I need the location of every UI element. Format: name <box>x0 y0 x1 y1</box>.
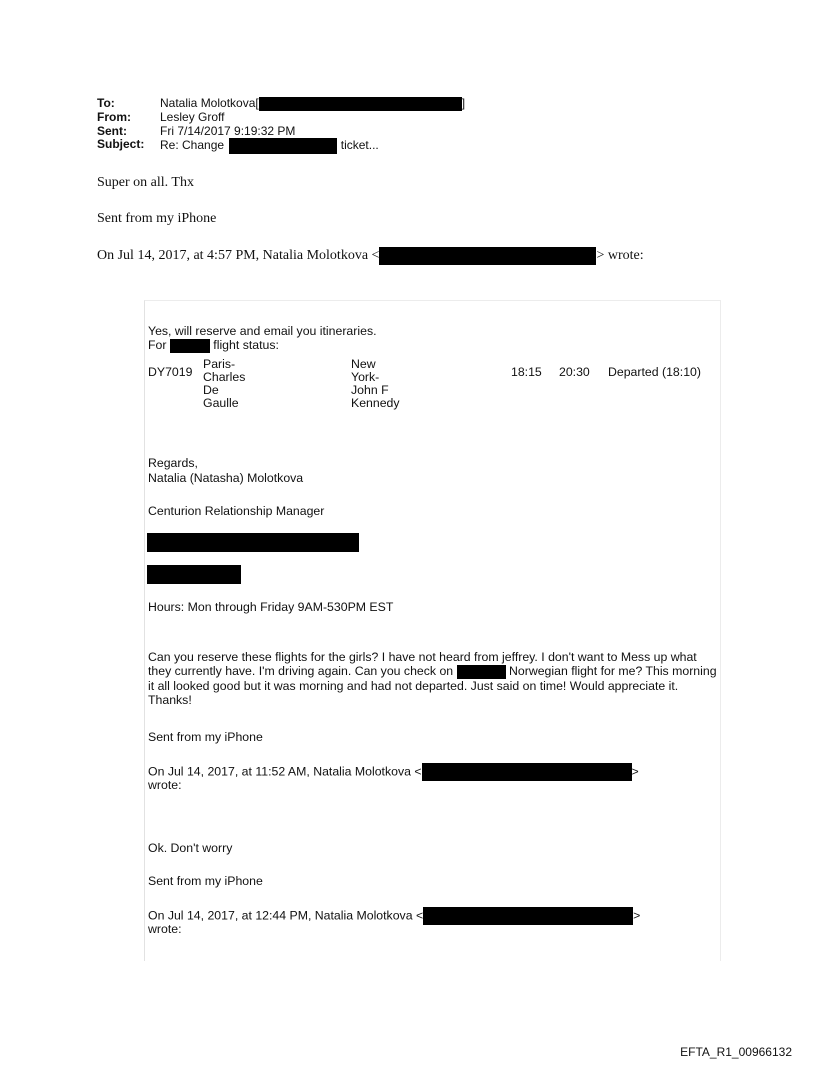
flight-origin <box>203 358 245 410</box>
document-id: EFTA_R1_00966132 <box>680 1045 792 1059</box>
sender-name: Natalia (Natasha) Molotkova <box>148 471 304 485</box>
wrote-label: wrote: <box>148 778 182 792</box>
redaction-block <box>147 565 241 584</box>
departure-time: 18:15 <box>511 365 542 379</box>
message-prefix: Can you reserve these flights for the girls? I have not heard from jeffrey. I don't want to Mess up what they currently have. I'm driving again. Can you check on <box>148 650 697 678</box>
signature-iphone: Sent from my iPhone <box>148 874 263 888</box>
redaction-block <box>170 339 210 353</box>
regards: Regards, <box>148 456 198 470</box>
flight-number: DY7019 <box>148 365 193 379</box>
request-message <box>148 650 720 707</box>
subject-row <box>97 138 465 154</box>
redaction-block <box>379 247 596 265</box>
office-hours: Hours: Mon through Friday 9AM-530PM EST <box>148 600 394 614</box>
subject-label: Subject: <box>97 137 145 151</box>
attribution-suffix: > wrote: <box>596 248 644 264</box>
quoted-message <box>144 300 721 961</box>
destination-line1: New York-John F <box>351 357 389 397</box>
flight-destination <box>351 358 400 410</box>
redaction-block <box>259 97 462 111</box>
from-row <box>97 111 465 125</box>
redaction-block <box>423 907 633 925</box>
destination-line2: Kennedy <box>351 396 400 410</box>
message-suffix: Norwegian flight for me? This morning it all looked good but it was morning and had not departed. Just said on time! Would appreciate it. Thanks! <box>148 664 717 707</box>
to-row <box>97 97 465 111</box>
to-close: ] <box>461 96 466 111</box>
attribution-suffix: > <box>633 908 641 923</box>
to-name: Natalia Molotkova[ <box>160 96 259 111</box>
signature-iphone: Sent from my iPhone <box>97 211 217 226</box>
to-label: To: <box>97 96 115 110</box>
origin-line1: Paris-Charles De <box>203 357 246 397</box>
attribution-prefix: On Jul 14, 2017, at 12:44 PM, Natalia Molotkova < <box>148 908 424 923</box>
sent-label: Sent: <box>97 123 127 138</box>
subject-value <box>160 138 379 154</box>
sent-value: Fri 7/14/2017 9:19:32 PM <box>160 123 296 138</box>
wrote-label: wrote: <box>148 922 182 936</box>
reserve-line: Yes, will reserve and email you itineraries. <box>148 324 377 338</box>
for-prefix: For <box>148 338 167 352</box>
quote-attribution <box>97 247 644 265</box>
from-label: From: <box>97 110 131 124</box>
redaction-block <box>147 533 359 552</box>
arrival-time: 20:30 <box>559 365 590 379</box>
quote-attribution <box>148 763 639 781</box>
redaction-block <box>457 665 506 679</box>
signature-iphone: Sent from my iPhone <box>148 730 263 744</box>
reply-text: Super on all. Thx <box>97 175 194 190</box>
reassurance-text: Ok. Don't worry <box>148 841 233 855</box>
origin-line2: Gaulle <box>203 396 239 410</box>
attribution-prefix: On Jul 14, 2017, at 4:57 PM, Natalia Molotkova < <box>97 248 380 264</box>
flight-status: Departed (18:10) <box>608 365 701 379</box>
flight-status-line <box>148 338 279 353</box>
sent-row <box>97 125 465 139</box>
for-suffix: flight status: <box>213 338 279 352</box>
subject-suffix: ticket... <box>340 138 379 153</box>
quote-attribution <box>148 907 640 925</box>
subject-prefix: Re: Change <box>160 138 225 153</box>
from-value: Lesley Groff <box>160 110 225 124</box>
sender-title: Centurion Relationship Manager <box>148 504 325 518</box>
attribution-prefix: On Jul 14, 2017, at 11:52 AM, Natalia Molotkova < <box>148 764 422 779</box>
email-header <box>97 97 465 154</box>
redaction-block <box>229 138 337 154</box>
redaction-block <box>422 763 632 781</box>
to-value <box>160 97 465 111</box>
attribution-suffix: > <box>631 764 639 779</box>
